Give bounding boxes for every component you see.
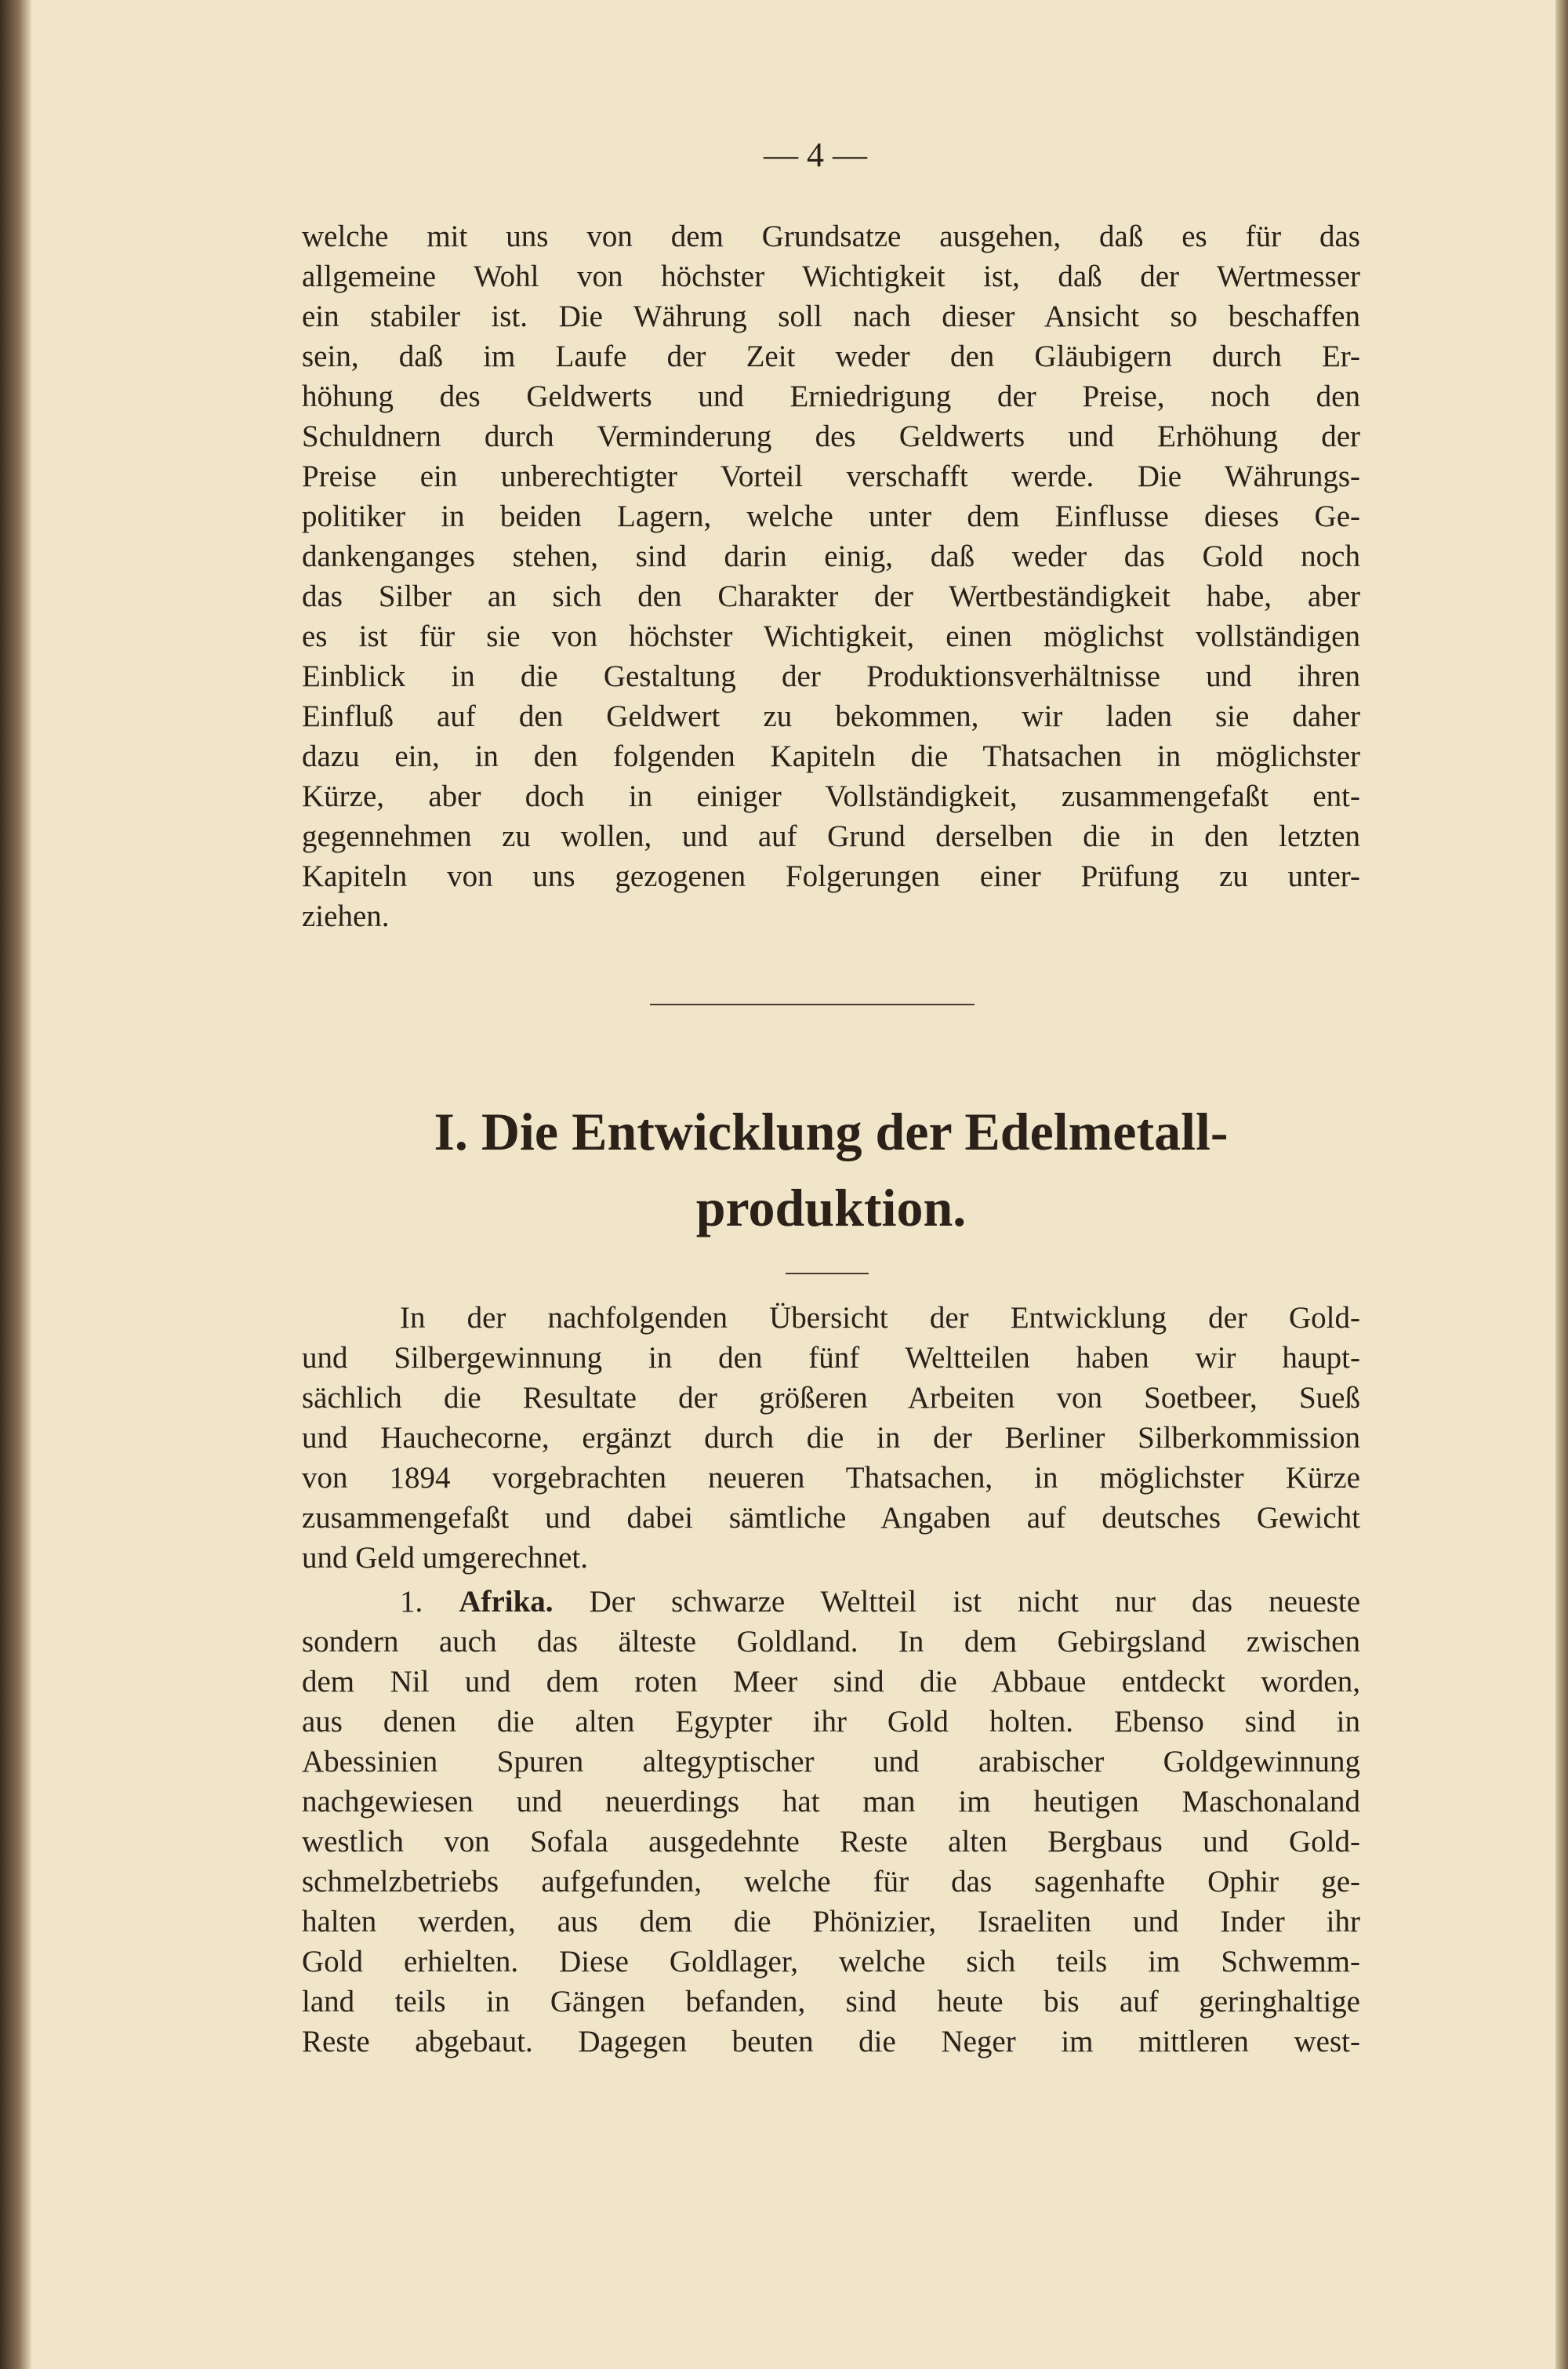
text-line: ein stabiler ist. Die Währung soll nach dieser Ansicht so beschaffen — [302, 300, 1360, 333]
text-line: sein, daß im Laufe der Zeit weder den Gläubigern durch Er- — [302, 340, 1360, 373]
text-line: das Silber an sich den Charakter der Wertbeständigkeit habe, aber — [302, 580, 1360, 613]
text-line: westlich von Sofala ausgedehnte Reste alten Bergbaus und Gold- — [302, 1825, 1360, 1859]
text-line: ziehen. — [302, 899, 390, 933]
text-line: Gold erhielten. Diese Goldlager, welche sich teils im Schwemm- — [302, 1945, 1360, 1978]
chapter-heading — [302, 1094, 1360, 1246]
text-line: Kürze, aber doch in einiger Vollständigkeit, zusammengefaßt ent- — [302, 779, 1360, 813]
text-line: politiker in beiden Lagern, welche unter dem Einflusse dieses Ge- — [302, 500, 1360, 533]
text-line: halten werden, aus dem die Phönizier, Israeliten und Inder ihr — [302, 1905, 1360, 1938]
text-line: und Hauchecorne, ergänzt durch die in der Berliner Silberkommission — [302, 1421, 1360, 1455]
scan-edge-right — [1555, 0, 1568, 2369]
text-line: Kapiteln von uns gezogenen Folgerungen einer Prüfung zu unter- — [302, 859, 1360, 893]
text-line: und Geld umgerechnet. — [302, 1541, 588, 1575]
text-line: schmelzbetriebs aufgefunden, welche für das sagenhafte Ophir ge- — [302, 1865, 1360, 1898]
page-number: — 4 — — [764, 136, 867, 174]
section-afrika — [302, 1582, 1360, 2062]
text-line: In der nachfolgenden Übersicht der Entwicklung der Gold- — [400, 1301, 1360, 1335]
text-line: aus denen die alten Egypter ihr Gold holten. Ebenso sind in — [302, 1705, 1360, 1739]
heading-underline — [786, 1273, 869, 1274]
text-line: höhung des Geldwerts und Erniedrigung der Preise, noch den — [302, 380, 1360, 413]
section-number: 1. — [400, 1585, 423, 1619]
section-title: Afrika. — [459, 1585, 554, 1619]
section-divider — [650, 1004, 975, 1005]
text-line: Einfluß auf den Geldwert zu bekommen, wir laden sie daher — [302, 699, 1360, 733]
text-line: sächlich die Resultate der größeren Arbeiten von Soetbeer, Sueß — [302, 1381, 1360, 1415]
text-line: Preise ein unberechtigter Vorteil verschafft werde. Die Währungs- — [302, 460, 1360, 493]
paragraph-2 — [302, 1298, 1360, 1578]
chapter-heading-line-2: produktion. — [695, 1178, 967, 1237]
text-line: Reste abgebaut. Dagegen beuten die Neger im mittleren west- — [302, 2025, 1360, 2058]
text-line: es ist für sie von höchster Wichtigkeit, einen möglichst vollständigen — [302, 620, 1360, 653]
text-line: allgemeine Wohl von höchster Wichtigkeit ist, daß der Wertmesser — [302, 260, 1360, 293]
text-line: von 1894 vorgebrachten neueren Thatsachen, in möglichster Kürze — [302, 1461, 1360, 1495]
text-line: land teils in Gängen befanden, sind heute bis auf geringhaltige — [302, 1985, 1360, 2018]
text-line: und Silbergewinnung in den fünf Weltteilen haben wir haupt- — [302, 1341, 1360, 1375]
text-line: dankenganges stehen, sind darin einig, daß weder das Gold noch — [302, 540, 1360, 573]
text-line: dazu ein, in den folgenden Kapiteln die Thatsachen in möglichster — [302, 739, 1360, 773]
text-line: Einblick in die Gestaltung der Produktionsverhältnisse und ihren — [302, 659, 1360, 693]
chapter-heading-line-1: I. Die Entwicklung der Edelmetall- — [434, 1102, 1229, 1161]
text-line: Abessinien Spuren altegyptischer und arabischer Goldgewinnung — [302, 1745, 1360, 1779]
section-first-line-text: Der schwarze Weltteil ist nicht nur das neueste — [589, 1585, 1361, 1619]
paragraph-1 — [302, 216, 1360, 936]
text-line: dem Nil und dem roten Meer sind die Abbaue entdeckt worden, — [302, 1665, 1360, 1699]
scan-edge-left — [0, 0, 31, 2369]
text-line: sondern auch das älteste Goldland. In dem Gebirgsland zwischen — [302, 1625, 1360, 1659]
text-line: Schuldnern durch Verminderung des Geldwerts und Erhöhung der — [302, 420, 1360, 453]
text-line: welche mit uns von dem Grundsatze ausgehen, daß es für das — [302, 220, 1360, 253]
text-line: zusammengefaßt und dabei sämtliche Angaben auf deutsches Gewicht — [302, 1501, 1360, 1535]
text-line: nachgewiesen und neuerdings hat man im heutigen Maschonaland — [302, 1785, 1360, 1819]
afrika-first-line — [302, 1582, 1360, 1622]
text-line: gegennehmen zu wollen, und auf Grund derselben die in den letzten — [302, 819, 1360, 853]
